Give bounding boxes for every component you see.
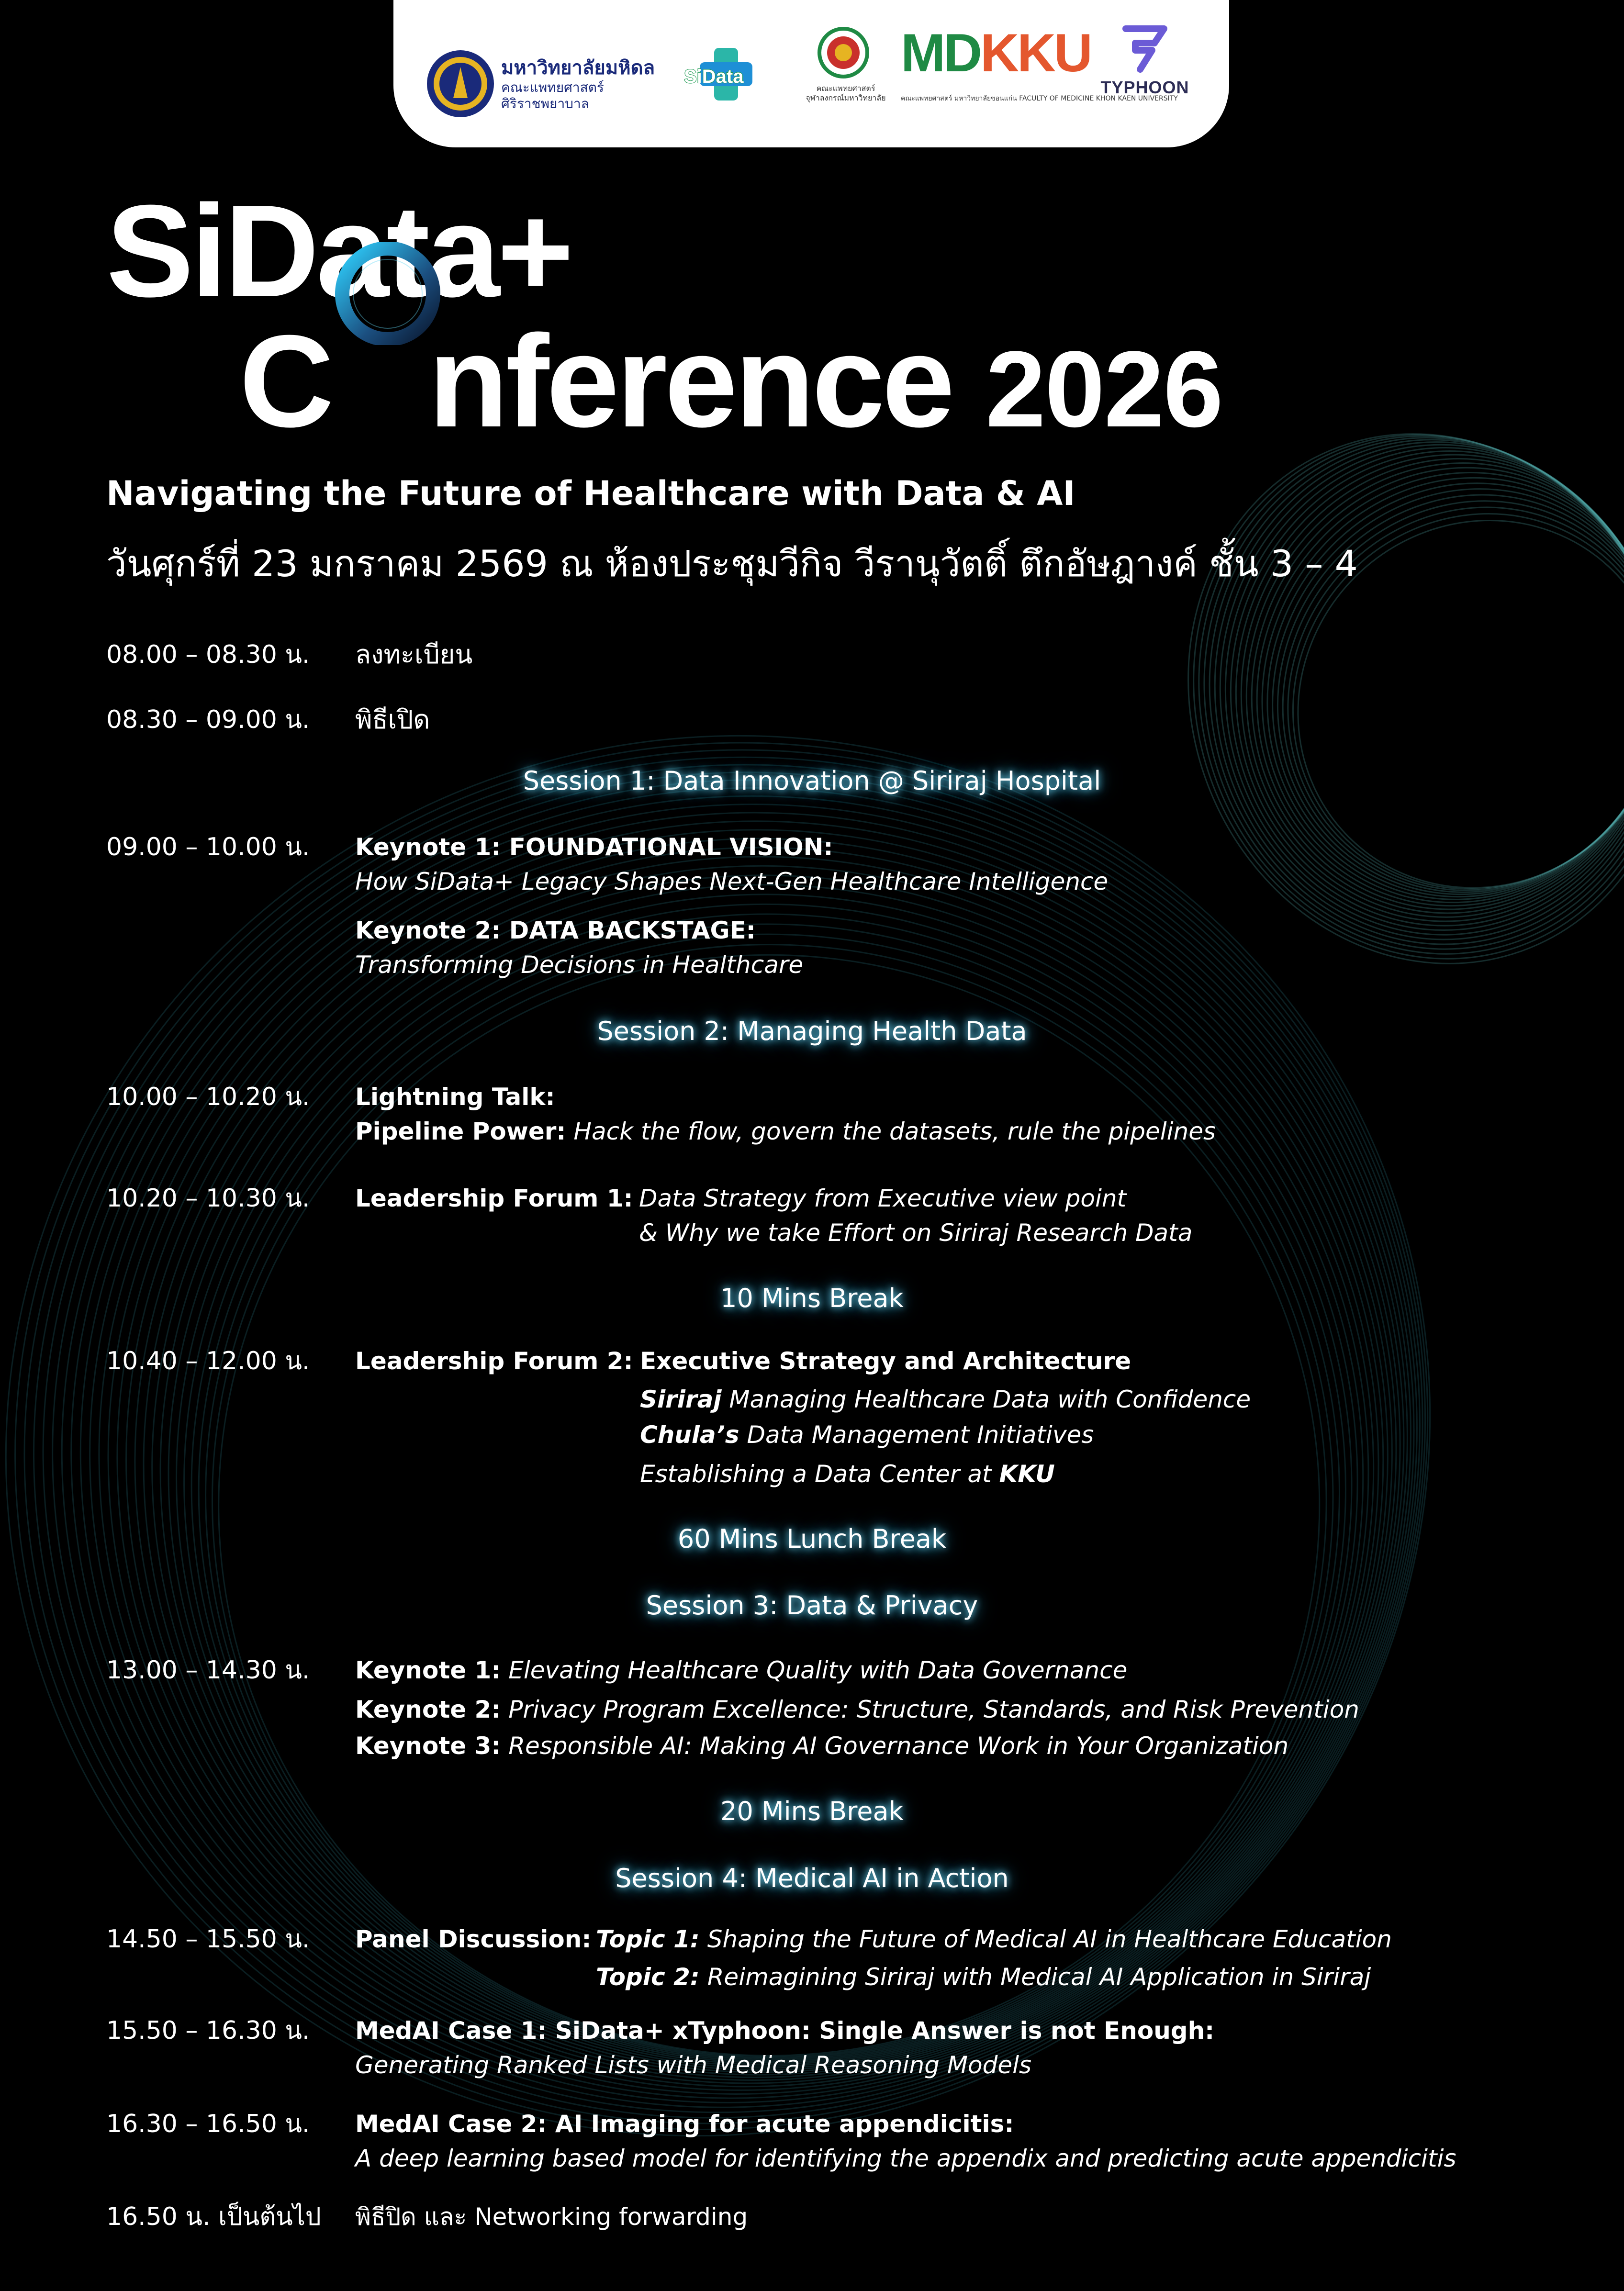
s3-keynote-2-label: Keynote 2: — [355, 1696, 501, 1723]
subtitle: Navigating the Future of Healthcare with Data & AI — [106, 474, 1075, 513]
kku-label: KKU — [999, 1460, 1055, 1488]
lightning-talk-heading: Lightning Talk: — [355, 1083, 555, 1111]
leadership-forum-1-text-2: & Why we take Effort on Siriraj Research Data — [639, 1219, 1193, 1247]
keynote-1-heading: Keynote 1: FOUNDATIONAL VISION: — [355, 833, 833, 861]
sidata-logo-text: SiData — [684, 66, 744, 87]
mahidol-hospital: ศิริราชพยาบาล — [501, 96, 589, 112]
break-10-mins: 10 Mins Break — [720, 1283, 904, 1313]
topic-2-label: Topic 2: — [596, 1963, 700, 1991]
kku-text: Establishing a Data Center at — [640, 1460, 992, 1488]
topic-2-text: Reimagining Siriraj with Medical AI Application in Siriraj — [707, 1963, 1371, 1991]
panel-topic-1 — [596, 1925, 1392, 1954]
session-3-keynote-1 — [355, 1656, 1127, 1685]
session-2-title: Session 2: Managing Health Data — [597, 1016, 1027, 1046]
title-c: C — [239, 308, 331, 455]
siriraj-text: Managing Healthcare Data with Confidence — [729, 1386, 1251, 1413]
leadership-forum-1-text-1: Data Strategy from Executive view point — [639, 1185, 1127, 1212]
chula-faculty: คณะแพทยศาสตร์ — [816, 84, 875, 93]
keynote-2-heading: Keynote 2: DATA BACKSTAGE: — [355, 916, 756, 944]
typhoon-text: TYPHOON — [1100, 78, 1189, 97]
mdkku-md: MD — [901, 23, 981, 83]
chula-university: จุฬาลงกรณ์มหาวิทยาลัย — [806, 93, 886, 102]
keynote-1-subtitle: How SiData+ Legacy Shapes Next-Gen Healthcare Intelligence — [355, 868, 1109, 895]
time-closing: 16.50 น. เป็นต้นไป — [106, 2202, 321, 2231]
item-opening: พิธีเปิด — [355, 704, 430, 735]
time-leadership-forum-1: 10.20 – 10.30 น. — [106, 1184, 310, 1213]
title-line-1: SiData+ — [106, 178, 571, 324]
panel-topic-2 — [596, 1963, 1371, 1991]
chula-label: Chula’s — [640, 1421, 739, 1449]
leadership-forum-2-heading: Executive Strategy and Architecture — [640, 1347, 1131, 1375]
break-20-mins: 20 Mins Break — [720, 1796, 904, 1826]
lunch-break: 60 Mins Lunch Break — [677, 1524, 947, 1554]
time-lightning-talk: 10.00 – 10.20 น. — [106, 1083, 310, 1111]
mdkku-caption: คณะแพทยศาสตร์ มหาวิทยาลัยขอนแก่น FACULTY OF MEDICINE KHON KAEN UNIVERSITY — [901, 95, 1178, 102]
time-registration: 08.00 – 08.30 น. — [106, 640, 310, 669]
session-3-title: Session 3: Data & Privacy — [646, 1590, 978, 1620]
leadership-forum-2-kku — [640, 1460, 1055, 1488]
title-year: 2026 — [986, 328, 1222, 449]
s3-keynote-3-label: Keynote 3: — [355, 1732, 501, 1760]
s3-keynote-2-text: Privacy Program Excellence: Structure, Standards, and Risk Prevention — [508, 1696, 1359, 1723]
session-3-keynote-2 — [355, 1695, 1359, 1724]
topic-1-label: Topic 1: — [596, 1925, 700, 1953]
time-opening: 08.30 – 09.00 น. — [106, 705, 310, 734]
leadership-forum-2-chula — [640, 1420, 1094, 1449]
keynote-2-subtitle: Transforming Decisions in Healthcare — [355, 951, 804, 979]
session-4-title: Session 4: Medical AI in Action — [615, 1863, 1009, 1893]
medai-case-2-heading: MedAI Case 2: AI Imaging for acute appendicitis: — [355, 2110, 1014, 2138]
mahidol-faculty: คณะแพทยศาสตร์ — [501, 79, 604, 95]
lightning-talk-line — [355, 1117, 1216, 1146]
medai-case-2-subtitle: A deep learning based model for identifying the appendix and predicting acute appendicitis — [355, 2145, 1456, 2172]
medai-case-1-subtitle: Generating Ranked Lists with Medical Reasoning Models — [355, 2051, 1032, 2079]
mahidol-name: มหาวิทยาลัยมหิดล — [501, 57, 655, 79]
time-leadership-forum-2: 10.40 – 12.00 น. — [106, 1347, 310, 1375]
siriraj-label: Siriraj — [640, 1386, 722, 1413]
time-keynotes-session-1: 09.00 – 10.00 น. — [106, 833, 310, 861]
time-medai-case-2: 16.30 – 16.50 น. — [106, 2110, 310, 2138]
title-nference: nference — [428, 308, 952, 455]
pipeline-power-text: Hack the flow, govern the datasets, rule the pipelines — [573, 1118, 1216, 1145]
leadership-forum-1-label: Leadership Forum 1: — [355, 1185, 633, 1212]
pipeline-power-label: Pipeline Power: — [355, 1118, 566, 1145]
date-venue: วันศุกร์ที่ 23 มกราคม 2569 ณ ห้องประชุมวีกิจ วีรานุวัตติ์ ตึกอัษฎางค์ ชั้น 3 – 4 — [106, 542, 1358, 585]
topic-1-text: Shaping the Future of Medical AI in Healthcare Education — [707, 1925, 1392, 1953]
s3-keynote-3-text: Responsible AI: Making AI Governance Work in Your Organization — [508, 1732, 1289, 1760]
mdkku-kku: KKU — [980, 23, 1091, 83]
s3-keynote-1-text: Elevating Healthcare Quality with Data Governance — [508, 1656, 1128, 1684]
medai-case-1-heading: MedAI Case 1: SiData+ xTyphoon: Single Answer is not Enough: — [355, 2017, 1215, 2045]
time-medai-case-1: 15.50 – 16.30 น. — [106, 2016, 310, 2045]
s3-keynote-1-label: Keynote 1: — [355, 1656, 501, 1684]
leadership-forum-2-label: Leadership Forum 2: — [355, 1347, 633, 1375]
time-panel-discussion: 14.50 – 15.50 น. — [106, 1925, 310, 1954]
closing-ceremony: พิธีปิด และ Networking forwarding — [355, 2203, 748, 2231]
chula-text: Data Management Initiatives — [747, 1421, 1094, 1449]
time-session-3-keynotes: 13.00 – 14.30 น. — [106, 1656, 310, 1685]
session-3-keynote-3 — [355, 1732, 1288, 1760]
session-1-title: Session 1: Data Innovation @ Siriraj Hospital — [523, 766, 1101, 796]
leadership-forum-2-siriraj — [640, 1385, 1251, 1414]
panel-discussion-label: Panel Discussion: — [355, 1925, 592, 1953]
item-registration: ลงทะเบียน — [355, 639, 473, 670]
